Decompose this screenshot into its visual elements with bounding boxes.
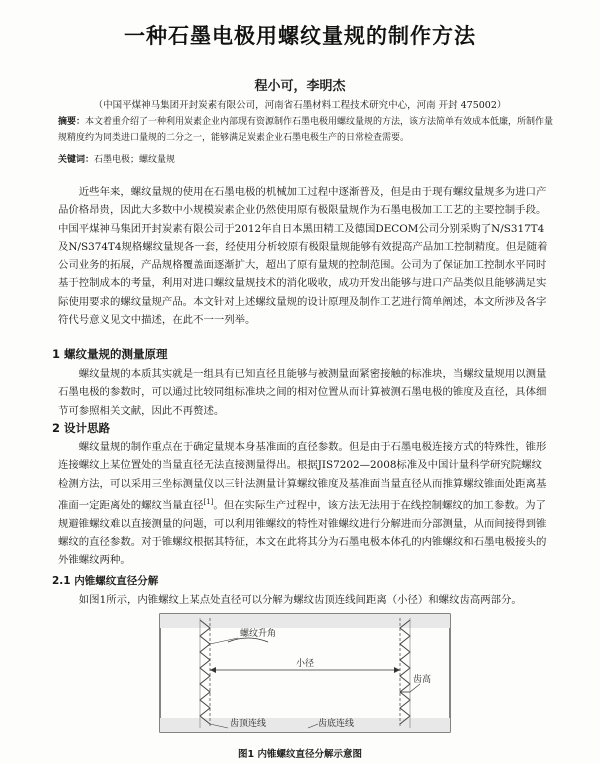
abstract-text: 本文着重介绍了一种利用炭素企业内部现有资源制作石墨电极用螺纹量规的方法，该方法简单有效成本低廉，所制作量规精度约为同类进口量规的二分之一，能够满足炭素企业石墨电极生产的日常检查需要。 [58, 117, 554, 143]
label-root-line: 齿底连线 [318, 719, 355, 729]
section-2-1-heading: 2.1 内锥螺纹直径分解 [52, 575, 159, 587]
lead-angle-leader [210, 638, 238, 644]
label-minor-diameter: 小径 [296, 659, 315, 669]
keywords-text: 石墨电极；螺纹量规 [94, 155, 176, 165]
figure-1-caption: 图1 内锥螺纹直径分解示意图 [238, 749, 362, 760]
section-1-heading: 1 螺纹量规的测量原理 [52, 347, 168, 361]
section-2-heading: 2 设计思路 [52, 421, 111, 435]
section-2-text-b: 。但在实际生产过程中，该方法无法用于在线控制螺纹的加工参数。为了规避锥螺纹难以直接测量的问题，可以利用锥螺纹的特性对锥螺纹进行分解进而分部测量，从而间接得到锥螺纹的直径参数。对于锥螺纹根据其特征，本文在此将其分为石墨电极本体孔的内锥螺纹和石墨电极接头的外锥螺纹两种。 [58, 499, 547, 567]
label-tooth-height: 齿高 [413, 675, 432, 685]
tooth-height-leader [410, 684, 420, 692]
affiliation: （中国平煤神马集团开封炭素有限公司，河南省石墨材料工程技术研究中心，河南 开封 475002） [93, 100, 507, 111]
minor-arrow-right [394, 667, 400, 673]
citation-ref: [1] [203, 497, 214, 506]
intro-paragraph: 近些年来，螺纹量规的使用在石墨电极的机械加工过程中逐渐普及，但是由于现有螺纹量规多为进口产品价格昂贵，因此大多数中小规模炭素企业仍然使用原有极限量规作为石墨电极加工工艺的主要控制手段。中国平煤神马集团开封炭素有限公司于2012年自日本黑田精工及德国DECOM公司分别采购了N/S317T4及N/S374T4规格螺纹量规各一套，经使用分析较原有极限量规能够有效提高产品加工控制精度。但是随着公司业务的拓展，产品规格覆盖面逐渐扩大，超出了原有量规的控制范围。公司为了保证加工控制水平同时基于控制成本的考量，利用对进口螺纹量规技术的消化吸收，成功开发出能够与进口产品类似且能够满足实际使用要求的螺纹量规产品。本文针对上述螺纹量规的设计原理及制作工艺进行简单阐述，本文所涉及各字符代号意义见文中描述，在此不一一列举。 [58, 186, 548, 327]
abstract-label: 摘要： [58, 117, 86, 127]
top-wall-shade [160, 614, 450, 628]
figure-frame [160, 614, 450, 732]
label-lead-angle: 螺纹升角 [240, 629, 277, 639]
label-crest-line: 齿顶连线 [230, 719, 267, 729]
left-thread-teeth [200, 620, 210, 724]
right-thread-teeth [400, 620, 410, 724]
section-1-paragraph: 螺纹量规的本质其实就是一组具有已知直径且能够与被测量面紧密接触的标准块，当螺纹量规用以测量石墨电极的参数时，可以通过比较同组标准块之间的相对位置从而计算被测石墨电极的锥度及直径，具体细节可参照相关文献，因此不再赘述。 [58, 368, 547, 417]
bottom-wall-shade [160, 718, 450, 732]
section-2-text-a: 螺纹量规的制作重点在于确定量规本身基准面的直径参数。但是由于石墨电极连接方式的特殊性，锥形连接螺纹上某位置处的当量直径无法直接测量得出。根据JIS7202—2008标准及中国计量科学研究院螺纹检测方法，可以采用三坐标测量仪以三针法测量计算螺纹锥度及基准面当量直径从而推算螺纹锥面处距离基准面一定距离处的螺纹当量直径 [58, 441, 547, 512]
minor-arrow-left [210, 667, 216, 673]
paper-title: 一种石墨电极用螺纹量规的制作方法 [124, 24, 476, 48]
keywords [58, 152, 175, 165]
section-2-paragraph [58, 438, 548, 570]
section-2-1-paragraph: 如图1所示，内锥螺纹上某点处直径可以分解为螺纹齿顶连线间距离（小径）和螺纹齿高两部分。 [78, 594, 522, 606]
authors: 程小可，李明杰 [254, 79, 346, 94]
abstract [58, 114, 558, 146]
figure-1-diagram [158, 612, 458, 737]
keywords-label: 关键词： [58, 155, 95, 165]
